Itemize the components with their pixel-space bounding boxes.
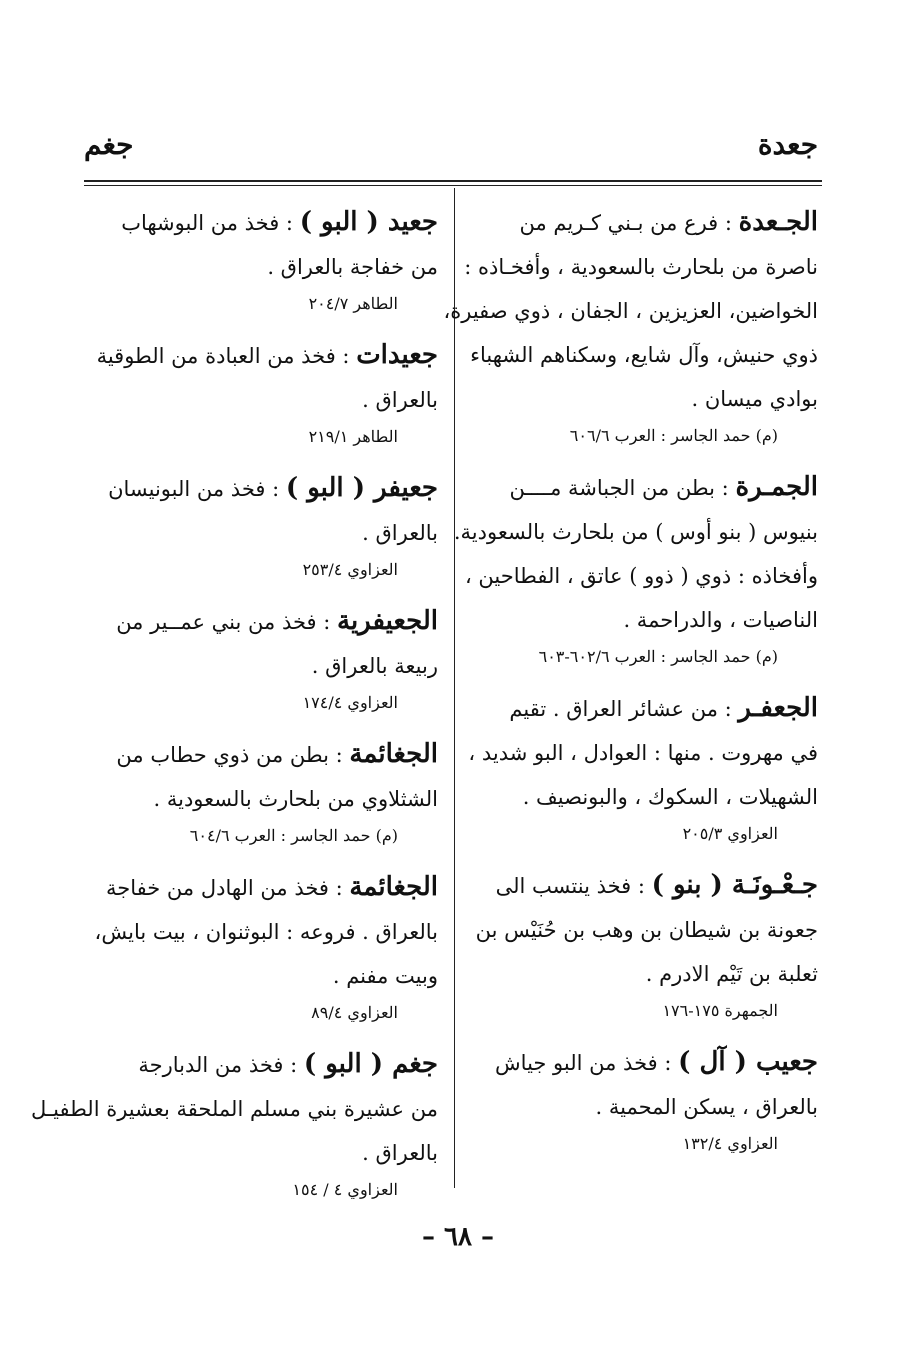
running-header-left: جغم: [84, 128, 134, 161]
entry-reference: (م) حمد الجاسر : العرب ٦٠٢/٦-٦٠٣: [538, 647, 778, 666]
entry-headword: جعيد ( البو ): [299, 207, 438, 237]
entry-text: ربيعة بالعراق .: [311, 654, 438, 678]
entry-line: [88, 954, 438, 998]
entry-headword: جعيدات: [356, 340, 438, 370]
entry-text: جعونة بن شيطان بن وهب بن حُنَيْس بن: [475, 918, 818, 942]
entry-text: وبيت مفنم .: [332, 964, 438, 988]
dictionary-entry: [453, 465, 818, 672]
entry-headword: جعيب ( آل ): [678, 1047, 818, 1077]
dictionary-entry: [443, 200, 818, 451]
page-number: – ٦٨ –: [421, 1222, 495, 1252]
entry-text: بالعراق .: [362, 388, 438, 412]
entry-line: [88, 644, 438, 688]
entry-headword: الجغائمة: [349, 872, 438, 902]
entry-reference: الطاهر ٢٠٤/٧: [308, 294, 398, 313]
entry-reference: العزاوي ١٣٢/٤: [682, 1134, 778, 1153]
entry-text: الشهيلات ، السكوك ، والبونصيف .: [522, 785, 818, 809]
entry-first-line: [472, 686, 818, 731]
entry-reference: العزاوي ٨٩/٤: [311, 1003, 398, 1022]
entry-text: : فخذ من البوشهاب: [121, 211, 294, 235]
entry-reference: العزاوي ٤ / ١٥٤: [292, 1180, 398, 1199]
entry-line: [464, 245, 818, 289]
entry-headword: جـعْـونَـة ( بنو ): [651, 870, 818, 900]
entry-text: ثعلبة بن تَيْم الادرم .: [645, 962, 818, 986]
entry-text: من عشيرة بني مسلم الملحقة بعشيرة الطفيـل: [31, 1097, 438, 1121]
entry-text: : فخذ من بني عمــير من: [116, 610, 331, 634]
entry-first-line: [88, 466, 438, 511]
dictionary-entry: [472, 1040, 818, 1159]
entry-line: [472, 908, 818, 952]
entry-line: [88, 511, 438, 555]
entry-first-line: [472, 863, 818, 908]
right-column: [443, 200, 818, 1173]
entry-text: ذوي حنيش، وآل شايع، وسكناهم الشهباء: [470, 343, 818, 367]
entry-reference: (م) حمد الجاسر : العرب ٦٠٤/٦: [189, 826, 398, 845]
entry-text: : فخذ من الدبارجة: [138, 1053, 298, 1077]
entry-headword: جغم ( البو ): [303, 1049, 438, 1079]
entry-headword: الجعيفرية: [337, 606, 438, 636]
entry-text: من خفاجة بالعراق .: [267, 255, 438, 279]
entry-line: [88, 777, 438, 821]
entry-line: [472, 377, 818, 421]
entry-text: بوادي ميسان .: [691, 387, 818, 411]
entry-text: : فخذ من العبادة من الطوقية: [96, 344, 350, 368]
dictionary-entry: [88, 200, 438, 319]
entry-text: بالعراق .: [362, 1141, 438, 1165]
entry-line: [88, 1131, 438, 1175]
entry-line: [443, 289, 818, 333]
entry-text: : فخذ من الهادل من خفاجة: [106, 876, 343, 900]
entry-line: [472, 1085, 818, 1129]
entry-line: [472, 775, 818, 819]
dictionary-entry: [88, 333, 438, 452]
entry-first-line: [88, 732, 438, 777]
entry-line: [88, 245, 438, 289]
header-rule-thin: [84, 185, 822, 186]
entry-headword: الجعفـر: [738, 693, 818, 723]
entry-text: في مهروت . منها : العوادل ، البو شديد ،: [468, 741, 818, 765]
entry-first-line: [88, 333, 438, 378]
entry-first-line: [472, 1040, 818, 1085]
entry-headword: الجـعدة: [738, 207, 818, 237]
dictionary-entry: [88, 865, 438, 1028]
entry-reference: الطاهر ٢١٩/١: [308, 427, 398, 446]
entry-first-line: [472, 200, 818, 245]
entry-text: بنيوس ( بنو أوس ) من بلحارث بالسعودية.: [453, 520, 818, 544]
entry-first-line: [88, 599, 438, 644]
entry-text: الخواضين، العزيزين ، الجفان ، ذوي صفيرة،: [443, 299, 818, 323]
dictionary-entry: [468, 686, 818, 849]
dictionary-entry: [88, 732, 438, 851]
entry-headword: الجمـرة: [735, 472, 818, 502]
entry-line: [472, 333, 818, 377]
entry-line: [31, 1087, 438, 1131]
entry-text: بالعراق . فروعه : البوثنوان ، بيت بايش،: [94, 920, 438, 944]
entry-first-line: [472, 465, 818, 510]
entry-text: : بطن من الجباشة مــــن: [509, 476, 729, 500]
dictionary-entry: [472, 863, 818, 1026]
entry-line: [472, 598, 818, 642]
left-column: [31, 200, 438, 1219]
dictionary-entry: [31, 1042, 438, 1205]
entry-first-line: [88, 1042, 438, 1087]
entry-first-line: [88, 200, 438, 245]
entry-line: [472, 952, 818, 996]
entry-reference: العزاوي ٢٥٣/٤: [302, 560, 398, 579]
entry-first-line: [88, 865, 438, 910]
entry-text: : بطن من ذوي حطاب من: [116, 743, 343, 767]
entry-text: : من عشائر العراق . تقيم: [509, 697, 732, 721]
entry-line: [453, 510, 818, 554]
entry-text: بالعراق ، يسكن المحمية .: [595, 1095, 818, 1119]
dictionary-entry: [88, 599, 438, 718]
entry-text: الشثلاوي من بلحارث بالسعودية .: [153, 787, 438, 811]
running-header-right: جعدة: [757, 128, 818, 161]
entry-line: [88, 910, 438, 954]
entry-text: ناصرة من بلحارث بالسعودية ، وأفخـاذه :: [464, 255, 818, 279]
entry-reference: الجمهرة ١٧٥-١٧٦: [662, 1001, 778, 1020]
entry-line: [464, 554, 818, 598]
column-divider: [454, 188, 455, 1188]
entry-line: [468, 731, 818, 775]
header-rule-thick: [84, 180, 822, 182]
entry-reference: العزاوي ١٧٤/٤: [302, 693, 398, 712]
entry-text: الناصيات ، والدراحمة .: [623, 608, 818, 632]
entry-text: : فخذ من البونيسان: [108, 477, 280, 501]
entry-text: : فخذ من البو جياش: [495, 1051, 672, 1075]
entry-headword: الجغائمة: [349, 739, 438, 769]
entry-reference: العزاوي ٢٠٥/٣: [682, 824, 778, 843]
entry-text: : فرع من بـني كـريم من: [519, 211, 732, 235]
entry-text: بالعراق .: [362, 521, 438, 545]
dictionary-entry: [88, 466, 438, 585]
entry-reference: (م) حمد الجاسر : العرب ٦٠٦/٦: [569, 426, 778, 445]
entry-text: وأفخاذه : ذوي ( ذوو ) عاتق ، الفطاحين ،: [464, 564, 818, 588]
entry-line: [88, 378, 438, 422]
entry-text: : فخذ ينتسب الى: [495, 874, 645, 898]
entry-headword: جعيفر ( البو ): [285, 473, 438, 503]
